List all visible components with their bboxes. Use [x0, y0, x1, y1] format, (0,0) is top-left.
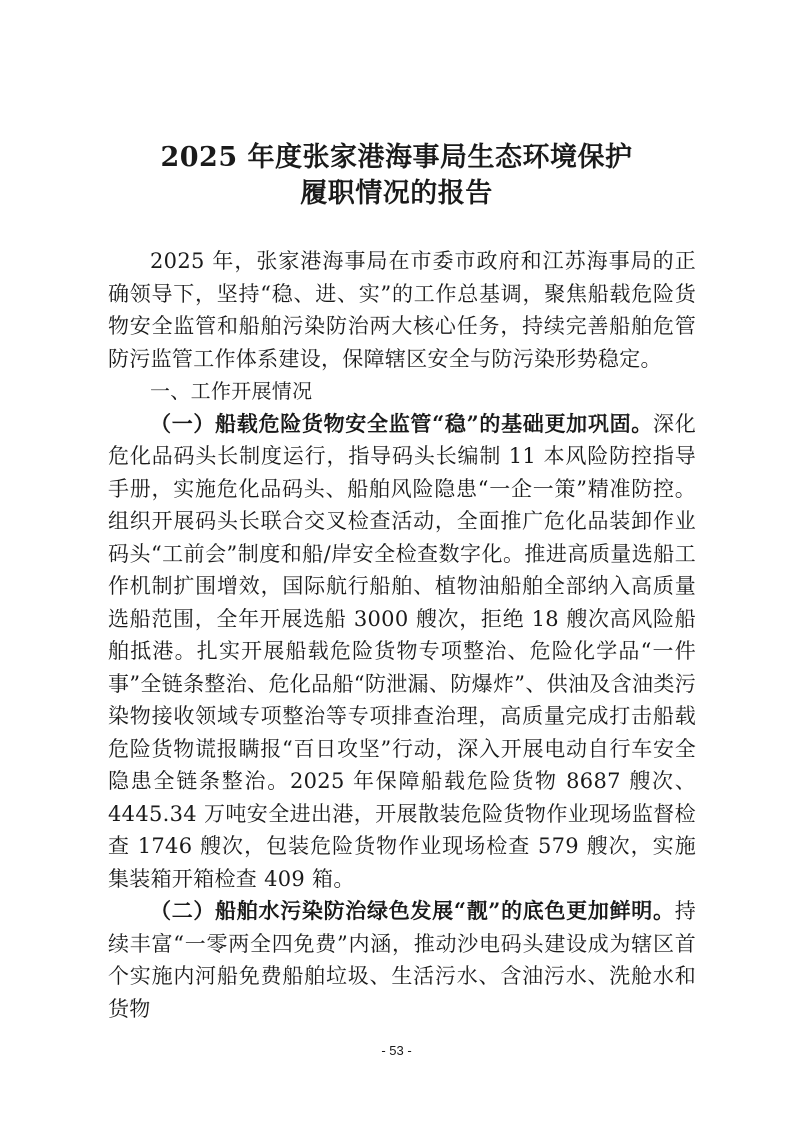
document-title-line-2: 履职情况的报告 [300, 178, 493, 209]
subsection-2-lead: （二）船舶水污染防治绿色发展“靓”的底色更加鲜明。 [150, 898, 675, 923]
section-heading-work-status: 一、工作开展情况 [150, 379, 313, 403]
intro-paragraph: 2025 年，张家港海事局在市委市政府和江苏海事局的正确领导下，坚持“稳、进、实”的工作总基调，聚焦船载危险货物安全监管和船舶污染防治两大核心任务，持续完善船舶危管防污监管工作体系建设，保障辖区安全与防污染形势稳定。 [108, 249, 696, 371]
subsection-1-lead: （一）船载危险货物安全监管“稳”的基础更加巩固。 [150, 410, 653, 436]
document-body [108, 245, 696, 1025]
subsection-1-paragraph [108, 408, 696, 896]
subsection-2-paragraph [108, 895, 696, 1025]
document-title-line-1: 2025 年度张家港海事局生态环境保护 [160, 142, 633, 173]
subsection-1-text: 深化危化品码头长制度运行，指导码头长编制 11 本风险防控指导手册，实施危化品码头、船舶风险隐患“一企一策”精准防控。组织开展码头长联合交叉检查活动，全面推广危化品装卸作业码头“工前会”制度和船/岸安全检查数字化。推进高质量选船工作机制扩围增效，国际航行船舶、植物油船舶全部纳入高质量选船范围，全年开展选船 3000 艘次，拒绝 18 艘次高风险船舶抵港。扎实开展船载危险货物专项整治、危险化学品“一件事”全链条整治、危化品船“防泄漏、防爆炸”、供油及含油类污染物接收领域专项整治等专项排查治理，高质量完成打击船载危险货物谎报瞒报“百日攻坚”行动，深入开展电动自行车安全隐患全链条整治。2025 年保障船载危险货物 8687 艘次、4445.34 万吨安全进出港，开展散装危险货物作业现场监督检查 1746 艘次，包装危险货物作业现场检查 579 艘次，实施集装箱开箱检查 409 箱。 [108, 411, 697, 891]
page-number: - 53 - [381, 1043, 412, 1058]
subsection-2-text: 持续丰富“一零两全四免费”内涵，推动沙电码头建设成为辖区首个实施内河船免费船舶垃圾、生活污水、含油污水、洗舱水和货物 [108, 899, 696, 1021]
